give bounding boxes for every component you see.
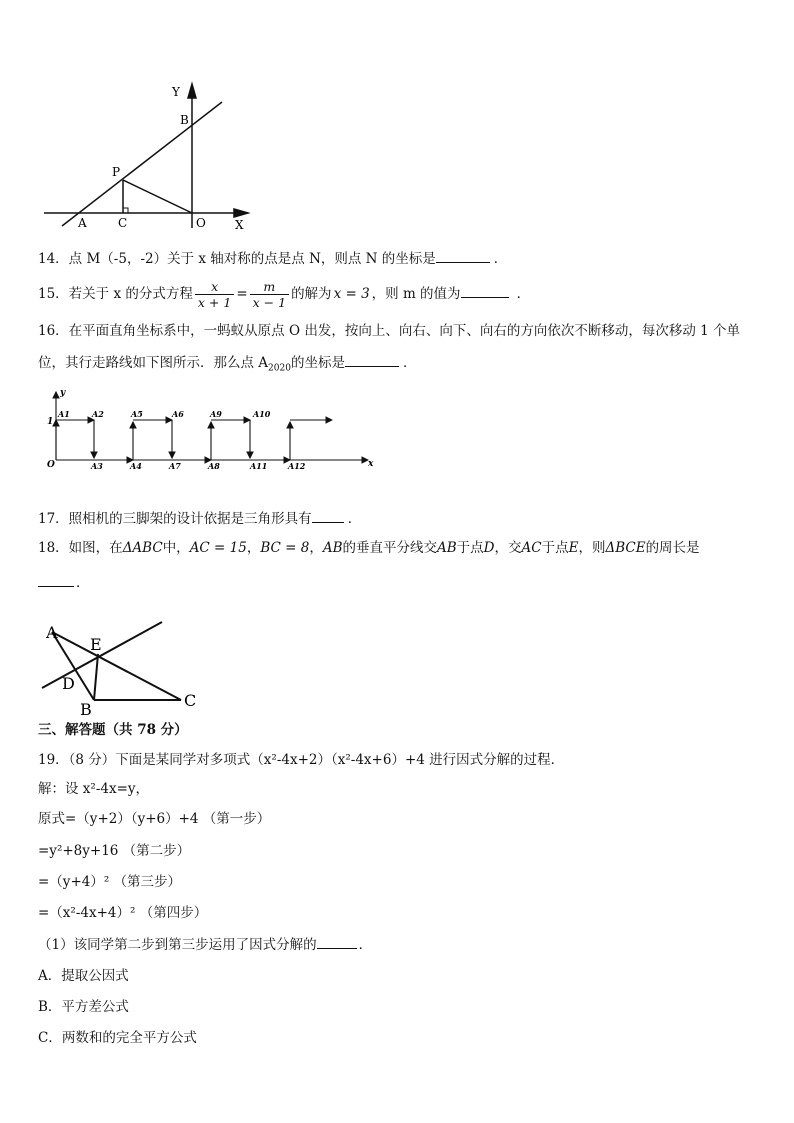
q18-text-c: 的垂直平分线交 — [342, 540, 437, 556]
q15-after: ，则 m 的值为 — [371, 286, 461, 302]
label-c: C — [118, 216, 128, 230]
section-3-title: 三、解答题（共 78 分） — [38, 722, 188, 738]
q18-sep1: ， — [246, 540, 261, 556]
answer-blank-19-1[interactable] — [317, 934, 357, 949]
label-a4: A4 — [130, 461, 142, 471]
label-a1: A1 — [58, 409, 70, 419]
label-x: x — [368, 459, 374, 469]
label-a2: A2 — [92, 409, 104, 419]
q16-subscript: 2020 — [268, 363, 291, 374]
q19-option-b[interactable]: B．平方差公式 — [38, 999, 129, 1015]
label-b: B — [80, 700, 92, 718]
segment-be — [94, 654, 98, 700]
question-18-line2 — [38, 572, 90, 593]
question-19-intro: 19．（8 分）下面是某同学对多项式（x²-4x+2）（x²-4x+6）+4 进行因式分解的过程． — [38, 752, 565, 768]
q18-text-d: 于点 — [456, 540, 484, 556]
fraction-m-over-x-minus-1: $\frac{m}{x - 1}$ — [250, 279, 289, 310]
question-16-line2 — [38, 352, 416, 379]
q19-step-3: =（y+4）² （第三步） — [38, 874, 182, 890]
q19-sub1-text: （1）该同学第二步到第三步运用了因式分解的 — [38, 937, 317, 953]
label-a10: A10 — [253, 409, 271, 419]
figure-triangle-bisector — [38, 616, 208, 718]
label-a5: A5 — [131, 409, 143, 419]
q18-ab-2: AB — [437, 540, 457, 556]
q18-sep2: ， — [309, 540, 323, 556]
question-15 — [38, 276, 530, 312]
fraction-x-over-x-plus-1: $\frac{x}{x + 1}$ — [195, 279, 234, 310]
equals-sign: = — [236, 286, 248, 302]
perpendicular-bisector — [42, 622, 162, 688]
figure-coordinate-triangle — [38, 80, 258, 235]
q18-text-e: ，交 — [494, 540, 522, 556]
question-16-line1: 16．在平面直角坐标系中，一蚂蚁从原点 O 出发，按向上、向右、向下、向右的方向依次不断移动，每次移动 1 个单 — [38, 323, 740, 339]
label-y: Y — [172, 85, 180, 99]
label-d: D — [62, 674, 75, 693]
answer-blank-18[interactable] — [38, 572, 74, 587]
q18-suffix: ． — [76, 575, 90, 591]
label-e: E — [90, 635, 102, 654]
label-c: C — [184, 691, 197, 710]
q18-text-h: 的周长是 — [645, 540, 700, 556]
q19-step-4: =（x²-4x+4）² （第四步） — [38, 905, 208, 921]
label-a6: A6 — [172, 409, 184, 419]
q19-sub1-suffix: ． — [358, 937, 373, 953]
q19-option-c[interactable]: C．两数和的完全平方公式 — [38, 1030, 197, 1046]
q19-sub-question-1 — [38, 934, 372, 955]
question-18-line1 — [38, 538, 700, 558]
label-a7: A7 — [169, 461, 181, 471]
label-b: B — [180, 113, 189, 127]
q15-mid: 的解为 — [291, 286, 332, 302]
q16-line2-text: 位，其行走路线如下图所示．那么点 A — [38, 355, 269, 371]
q18-triangle-bce: ΔBCE — [605, 540, 646, 556]
q16-line2-after: 的坐标是 — [290, 355, 345, 371]
q19-solution-setup: 解：设 x²-4x=y， — [38, 781, 150, 797]
segment-po — [123, 180, 192, 213]
q18-point-e: E — [568, 540, 579, 556]
q18-ac-value: AC = 15 — [189, 540, 247, 556]
question-14 — [38, 248, 507, 269]
label-one: 1 — [47, 417, 54, 427]
q18-triangle-abc: ΔABC — [122, 540, 163, 556]
q18-text-b: 中， — [162, 540, 190, 556]
y-axis-arrow — [188, 84, 196, 98]
q17-suffix: ． — [347, 511, 362, 527]
q14-suffix: ． — [493, 251, 508, 267]
label-a3: A3 — [91, 461, 103, 471]
question-17 — [38, 508, 361, 529]
q18-text-a: 18．如图，在 — [38, 540, 123, 556]
label-a12: A12 — [288, 461, 306, 471]
line-ab — [62, 102, 222, 226]
label-a8: A8 — [208, 461, 220, 471]
label-a: A — [78, 216, 87, 230]
figure-ant-path — [38, 386, 378, 474]
label-a: A — [46, 623, 58, 642]
label-x: X — [235, 218, 244, 232]
label-origin: O — [47, 460, 55, 470]
q18-ab-1: AB — [322, 540, 343, 556]
q15-solution: x = 3 — [333, 286, 370, 302]
answer-blank-17[interactable] — [312, 508, 344, 523]
q18-text-f: 于点 — [541, 540, 569, 556]
q14-text: 14．点 M（-5，-2）关于 x 轴对称的点是点 N，则点 N 的坐标是 — [38, 251, 436, 267]
x-axis-arrow — [234, 209, 248, 217]
label-a9: A9 — [210, 409, 222, 419]
answer-blank-14[interactable] — [436, 248, 490, 263]
q18-text-g: ，则 — [578, 540, 606, 556]
label-a11: A11 — [250, 461, 268, 471]
label-p: P — [112, 165, 121, 179]
q18-point-d: D — [483, 540, 495, 556]
label-o: O — [196, 216, 206, 230]
answer-blank-16[interactable] — [345, 352, 399, 367]
q16-suffix: ． — [402, 355, 417, 371]
q19-step-1: 原式=（y+2）（y+6）+4 （第一步） — [38, 811, 271, 827]
q18-bc-value: BC = 8 — [260, 540, 310, 556]
q19-option-a[interactable]: A．提取公因式 — [38, 968, 129, 984]
answer-blank-15[interactable] — [461, 283, 509, 298]
q18-ac-2: AC — [521, 540, 542, 556]
q15-suffix: ． — [516, 286, 531, 302]
q15-text: 15．若关于 x 的分式方程 — [38, 286, 193, 302]
q17-text: 17．照相机的三脚架的设计依据是三角形具有 — [38, 511, 312, 527]
q19-step-2: =y²+8y+16 （第二步） — [38, 843, 191, 859]
label-y: y — [60, 388, 66, 398]
